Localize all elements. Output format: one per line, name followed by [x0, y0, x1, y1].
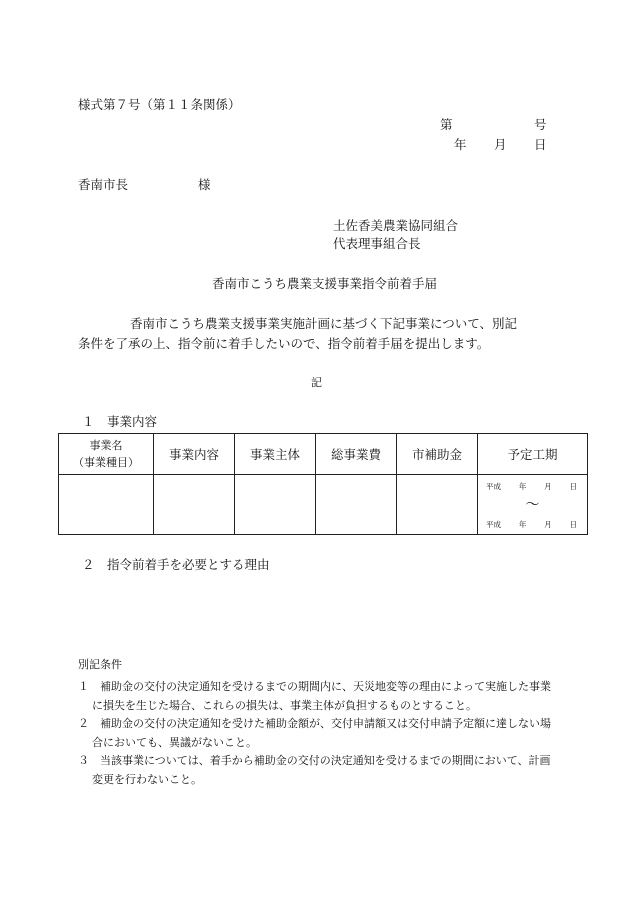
addressee-honorific: 様	[198, 177, 211, 192]
conditions-heading: 別記条件	[78, 658, 122, 671]
cell-project-content[interactable]	[154, 475, 235, 535]
condition-item-2: ２ 補助金の交付の決定通知を受けた補助金額が、交付申請額又は交付申請予定額に達しない場合においても、異議がないこと。	[78, 717, 551, 749]
period-start	[486, 481, 577, 492]
cell-project-name[interactable]	[59, 475, 154, 535]
project-table	[58, 433, 588, 535]
form-number: 様式第７号（第１１条関係）	[78, 97, 241, 112]
header-project-name-line1: 事業名	[89, 439, 123, 452]
period-end	[486, 519, 577, 530]
period-start-day: 日	[569, 482, 577, 491]
sender-organization: 土佐香美農業協同組合	[333, 218, 459, 233]
header-project-entity: 事業主体	[235, 434, 316, 475]
period-end-day: 日	[569, 520, 577, 529]
section1-heading: １ 事業内容	[82, 414, 158, 429]
conditions-list	[78, 678, 558, 789]
cell-project-entity[interactable]	[235, 475, 316, 535]
section2-heading: ２ 指令前着手を必要とする理由	[82, 557, 270, 572]
cell-city-subsidy[interactable]	[397, 475, 478, 535]
table-header-row	[59, 434, 588, 475]
header-project-content: 事業内容	[154, 434, 235, 475]
table-row	[59, 475, 588, 535]
sender-representative: 代表理事組合長	[333, 236, 421, 251]
period-tilde: 〜	[525, 497, 540, 513]
cell-scheduled-period[interactable]	[478, 475, 588, 535]
header-total-cost: 総事業費	[316, 434, 397, 475]
period-start-era: 平成	[486, 482, 501, 491]
document-title: 香南市こうち農業支援事業指令前着手届	[212, 276, 438, 291]
header-city-subsidy: 市補助金	[397, 434, 478, 475]
period-start-year: 年	[518, 482, 527, 491]
period-end-era: 平成	[486, 520, 501, 529]
date-month: 月	[494, 137, 507, 152]
period-start-month: 月	[544, 482, 552, 491]
condition-item-3: ３ 当該事業については、着手から補助金の交付の決定通知を受けるまでの期間において、計画変更を行わないこと。	[78, 754, 551, 786]
header-scheduled-period: 予定工期	[478, 434, 588, 475]
header-project-name	[59, 434, 154, 475]
condition-item-1: １ 補助金の交付の決定通知を受けるまでの期間内に、天災地変等の理由によって実施した事業に損失を生じた場合、これらの損失は、事業主体が負担するものとすること。	[78, 680, 551, 712]
ki-heading: 記	[311, 376, 322, 389]
cell-total-cost[interactable]	[316, 475, 397, 535]
addressee-name: 香南市長	[78, 177, 129, 192]
body-text-line2: 条件を了承の上、指令前に着手したいので、指令前着手届を提出します。	[78, 336, 490, 351]
header-project-name-line2: （事業種目）	[73, 456, 139, 469]
body-text-line1: 香南市こうち農業支援事業実施計画に基づく下記事業について、別記	[130, 316, 518, 331]
period-end-year: 年	[518, 520, 527, 529]
date-year: 年	[454, 137, 467, 152]
doc-number-prefix: 第	[440, 117, 453, 132]
period-end-month: 月	[544, 520, 552, 529]
date-day: 日	[534, 137, 547, 152]
doc-number-suffix: 号	[534, 117, 547, 132]
